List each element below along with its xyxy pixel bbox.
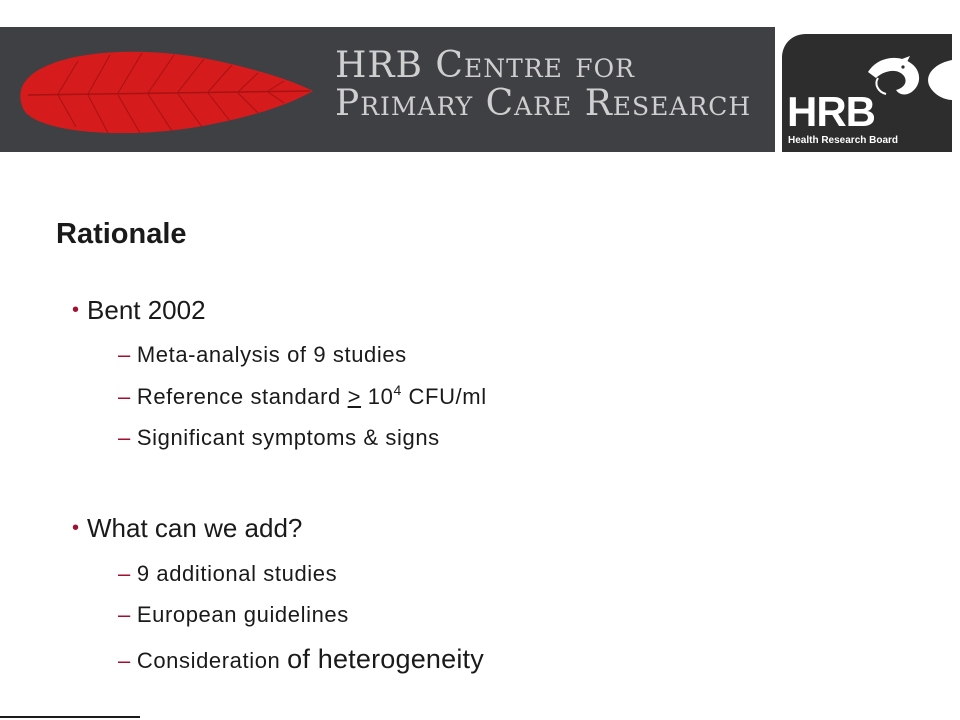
dash-icon: – (118, 602, 131, 627)
banner-title (335, 47, 751, 123)
sub-item-text: Significant symptoms & signs (136, 425, 440, 450)
dash-icon: – (118, 342, 131, 367)
banner-title-line1: HRB Centre for (335, 45, 635, 86)
hrb-logo (782, 34, 952, 152)
bullet-dot-icon: • (72, 299, 80, 321)
logo-full-name: Health Research Board (788, 135, 899, 146)
sub-item (118, 644, 484, 675)
dash-icon: – (118, 561, 131, 586)
sub-item (118, 342, 407, 368)
sub-item-small: Consideration (136, 648, 288, 673)
sub-item-text: Meta-analysis of 9 studies (136, 342, 407, 367)
bullet-label: Bent 2002 (87, 295, 206, 325)
leaf-icon (18, 43, 318, 138)
sub-item-large: of heterogeneity (287, 644, 484, 674)
sub-item-suffix: CFU/ml (401, 384, 487, 409)
sub-item-operator: > (347, 384, 362, 409)
footer-line (0, 716, 140, 718)
slide-title: Rationale (56, 218, 187, 250)
bullet-item (72, 513, 302, 544)
sub-item (118, 425, 440, 451)
header-banner (0, 27, 775, 152)
bullet-label: What can we add? (87, 513, 303, 543)
banner-title-line2: Primary Care Research (335, 83, 752, 124)
sub-item-text: 9 additional studies (136, 561, 338, 586)
logo-abbrev: HRB (787, 88, 875, 135)
sub-item (118, 602, 349, 628)
dash-icon: – (118, 425, 131, 450)
bullet-dot-icon: • (72, 517, 80, 539)
sub-item-base: 10 (361, 384, 394, 409)
sub-item (118, 382, 487, 410)
dash-icon: – (118, 384, 131, 409)
sub-item-prefix: Reference standard (136, 384, 348, 409)
bullet-item (72, 295, 206, 326)
sub-item-text: European guidelines (136, 602, 349, 627)
dash-icon: – (118, 648, 131, 673)
sub-item-exponent: 4 (393, 382, 402, 398)
sub-item (118, 561, 337, 587)
